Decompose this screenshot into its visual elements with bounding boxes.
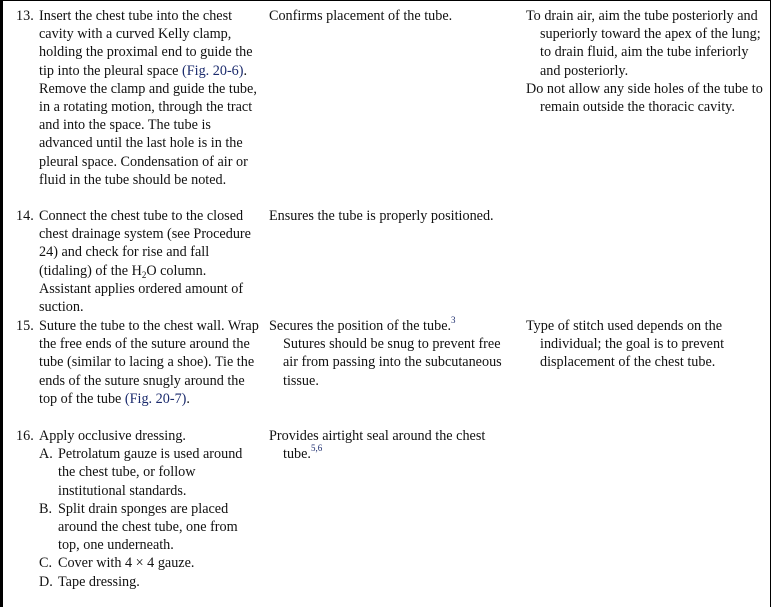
figure-link-20-7[interactable]: (Fig. 20-7) — [124, 390, 187, 407]
substep-text: Petrolatum gauze is used around the chest tube, or follow institutional standards. — [58, 446, 243, 499]
rationale-cell — [269, 427, 517, 463]
step-cell — [16, 317, 261, 408]
rationale-text: Ensures the tube is properly positioned. — [269, 208, 494, 224]
substep-letter: B. — [39, 500, 53, 517]
step-text: Insert the chest tube into the chest cavity with a curved Kelly clamp, holding the proximal end to guide the tip into the pleural space (Fig. 20-6). Remove the clamp and guide the tube, in a rotating motion, through the tract and into the space. The tube is advanced until the last hole is in the pleural space. Condensation of air or fluid in the tube should be noted. — [39, 8, 257, 188]
substep — [16, 445, 261, 500]
rationale-text: Confirms placement of the tube. — [269, 8, 453, 24]
special-consideration: Do not allow any side holes of the tube to remain outside the thoracic cavity. — [526, 80, 763, 116]
special-consideration: Type of stitch used depends on the individual; the goal is to prevent displacement of the chest tube. — [526, 318, 725, 371]
rationale-cell — [269, 7, 517, 25]
rationale-text: Provides airtight seal around the chest tube.$^{5,6}$ — [269, 428, 486, 463]
substep-letter: C. — [39, 555, 53, 572]
substep-letter: A. — [39, 446, 53, 463]
step-number: 13. — [16, 8, 34, 24]
rationale-cell — [269, 207, 517, 225]
citation-superscript[interactable]: 5,6 — [310, 443, 323, 454]
substep — [16, 500, 261, 555]
step-text: Connect the chest tube to the closed chest drainage system (see Procedure 24) and check for rise and fall (tidaling) of the $H_2O$ column. Assistant applies ordered amount of suction. — [39, 208, 251, 316]
step-number: 16. — [16, 428, 34, 444]
step-text: Suture the tube to the chest wall. Wrap the free ends of the suture around the tube (similar to lacing a shoe). Tie the ends of the suture snugly around the top of the tube (Fig. 20-7). — [39, 318, 259, 407]
step-number: 14. — [16, 208, 34, 224]
step-cell — [16, 7, 261, 189]
citation-superscript[interactable]: 3 — [451, 315, 456, 326]
substep-text: Cover with 4 × 4 gauze. — [58, 555, 195, 572]
step-text: Apply occlusive dressing. — [39, 428, 186, 444]
rationale-continuation: Sutures should be snug to prevent free air from passing into the subcutaneous tissue. — [283, 336, 502, 389]
step-cell — [16, 207, 261, 316]
special-consideration: To drain air, aim the tube posteriorly and superiorly toward the apex of the lung; to drain fluid, aim the tube inferiorly and posteriorly. — [526, 8, 761, 79]
substep-letter: D. — [39, 573, 53, 590]
special-considerations-cell — [526, 317, 770, 372]
rationale-cell — [269, 317, 517, 390]
step-number: 15. — [16, 318, 34, 334]
substep-text: Tape dressing. — [58, 573, 140, 590]
special-considerations-cell — [526, 7, 770, 116]
substep — [16, 554, 261, 572]
figure-link-20-6[interactable]: (Fig. 20-6) — [182, 62, 244, 79]
step-cell — [16, 427, 261, 591]
substep — [16, 573, 261, 591]
rationale-text: Secures the position of the tube.$^3$ — [269, 315, 456, 334]
substep-text: Split drain sponges are placed around the chest tube, one from top, one underneath. — [58, 500, 238, 554]
